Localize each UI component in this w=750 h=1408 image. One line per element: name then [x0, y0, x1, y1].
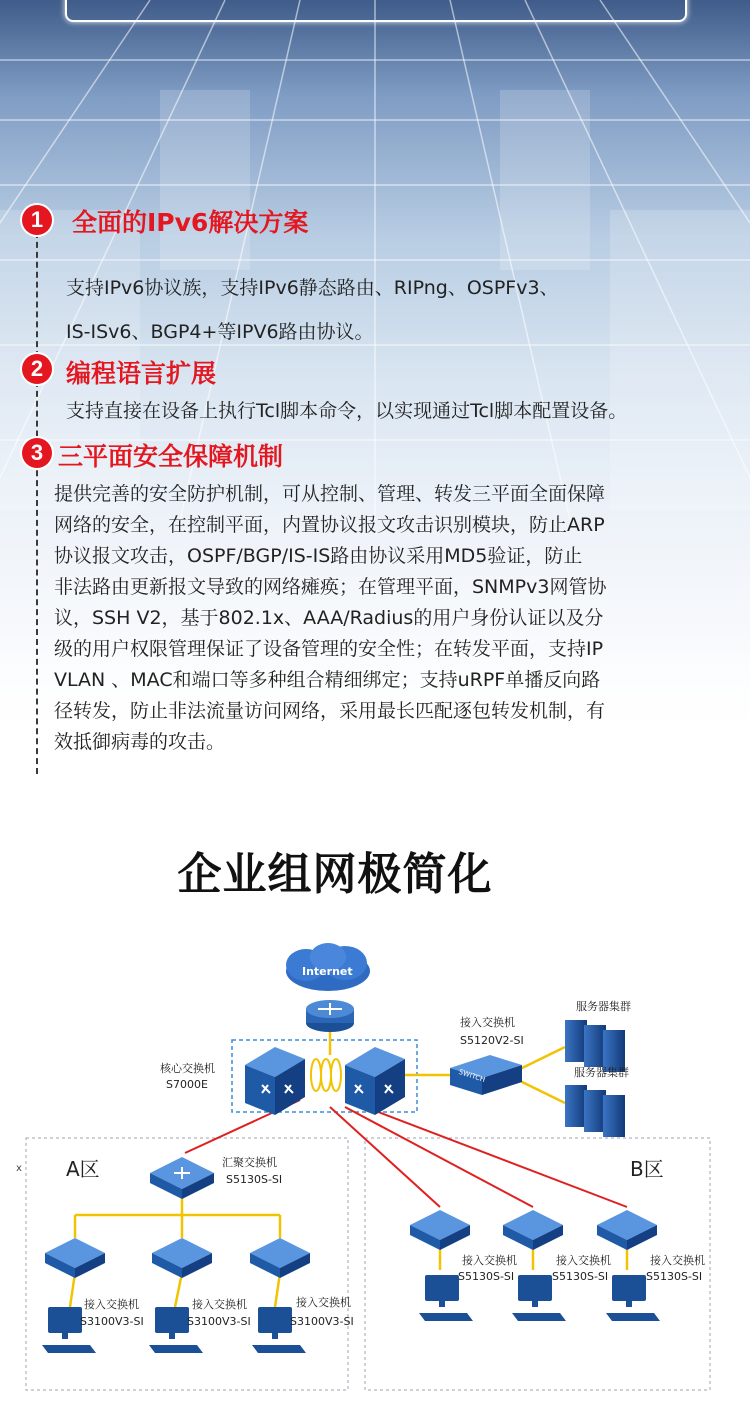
feature-line: 协议报文攻击，OSPF/BGP/IS-IS路由协议采用MD5验证，防止 [54, 545, 583, 567]
timeline-dashed-line [36, 232, 38, 774]
zone-a-access-label-3: 接入交换机 [296, 1296, 351, 1309]
feature-line: 级的用户权限管理保证了设备管理的安全性；在转发平面，支持IP [54, 638, 604, 660]
access-switch-top-label: 接入交换机 [460, 1016, 515, 1029]
feature-title-2: 编程语言扩展 [66, 359, 217, 388]
zone-a-access-switch-icon-3 [250, 1238, 310, 1278]
feature-line: 议，SSH V2，基于802.1x、AAA/Radius的用户身份认证以及分 [54, 607, 604, 629]
zone-b-access-model-3: S5130S-SI [646, 1270, 703, 1283]
section-title: 企业组网极简化 [177, 849, 493, 900]
router-icon [306, 1000, 354, 1032]
feature-line: 效抵御病毒的攻击。 [54, 731, 226, 753]
network-topology-diagram [0, 935, 750, 1408]
feature-title-3: 三平面安全保障机制 [58, 442, 284, 471]
zone-b-access-label-3: 接入交换机 [650, 1254, 705, 1267]
feature-line: 支持IPv6协议族，支持IPv6静态路由、RIPng、OSPFv3、 [66, 277, 559, 299]
stack-link-icon [311, 1059, 341, 1091]
zone-a-access-model-1: S3100V3-SI [80, 1315, 144, 1328]
switch-text: SWITCH [457, 1067, 487, 1085]
zone-b-access-switch-icon-3 [597, 1210, 657, 1250]
zone-a-access-model-2: S3100V3-SI [187, 1315, 251, 1328]
server-cluster-label-2: 服务器集群 [574, 1066, 629, 1079]
zone-b-access-label-2: 接入交换机 [556, 1254, 611, 1267]
zone-b-access-switch-icon-1 [410, 1210, 470, 1250]
feature-line: 非法路由更新报文导致的网络瘫痪；在管理平面，SNMPv3网管协 [54, 576, 607, 598]
feature-line: 提供完善的安全防护机制，可从控制、管理、转发三平面全面保障 [54, 483, 606, 505]
feature-number-1: 1 [22, 205, 52, 235]
zone-a-label: A区 [66, 1157, 100, 1181]
red-links [185, 1100, 627, 1207]
feature-line: IS-ISv6、BGP4+等IPV6路由协议。 [66, 321, 374, 343]
zone-b-access-label-1: 接入交换机 [462, 1254, 517, 1267]
core-switch-model: S7000E [166, 1078, 208, 1091]
zone-a-access-label-1: 接入交换机 [84, 1298, 139, 1311]
zone-a-access-switch-icon-2 [152, 1238, 212, 1278]
feature-number-3: 3 [22, 438, 52, 468]
zone-a-access-model-3: S3100V3-SI [290, 1315, 354, 1328]
zone-a-access-label-2: 接入交换机 [192, 1298, 247, 1311]
server-cluster-label-1: 服务器集群 [576, 1000, 631, 1013]
feature-number-2: 2 [22, 354, 52, 384]
feature-body-3 [54, 479, 606, 758]
top-frame-decoration [65, 0, 687, 22]
feature-body-1 [66, 266, 559, 354]
aggregation-switch-model: S5130S-SI [226, 1173, 283, 1186]
feature-body-2 [66, 396, 627, 427]
core-switch-label: 核心交换机 [160, 1062, 215, 1075]
zone-b-access-model-1: S5130S-SI [458, 1270, 515, 1283]
feature-line: VLAN 、MAC和端口等多种组合精细绑定；支持uRPF单播反向路 [54, 669, 601, 691]
aggregation-switch-label: 汇聚交换机 [222, 1156, 277, 1169]
core-switch-icon-left [245, 1047, 305, 1115]
feature-line: 径转发，防止非法流量访问网络，采用最长匹配逐包转发机制，有 [54, 700, 606, 722]
zone-a-access-switch-icon-1 [45, 1238, 105, 1278]
access-switch-top-model: S5120V2-SI [460, 1034, 524, 1047]
feature-line: 网络的安全，在控制平面，内置协议报文攻击识别模块，防止ARP [54, 514, 605, 536]
server-cluster-icon-2 [565, 1085, 625, 1137]
core-switch-icon-right [345, 1047, 405, 1115]
aggregation-switch-icon [150, 1157, 214, 1199]
feature-title-1: 全面的IPv6解决方案 [72, 208, 309, 237]
zone-b-access-switch-icon-2 [503, 1210, 563, 1250]
internet-label: Internet [302, 965, 353, 978]
zone-mark: x [16, 1163, 22, 1174]
zone-b-label: B区 [630, 1157, 664, 1181]
zone-b-access-model-2: S5130S-SI [552, 1270, 609, 1283]
feature-line: 支持直接在设备上执行Tcl脚本命令，以实现通过Tcl脚本配置设备。 [66, 400, 628, 422]
